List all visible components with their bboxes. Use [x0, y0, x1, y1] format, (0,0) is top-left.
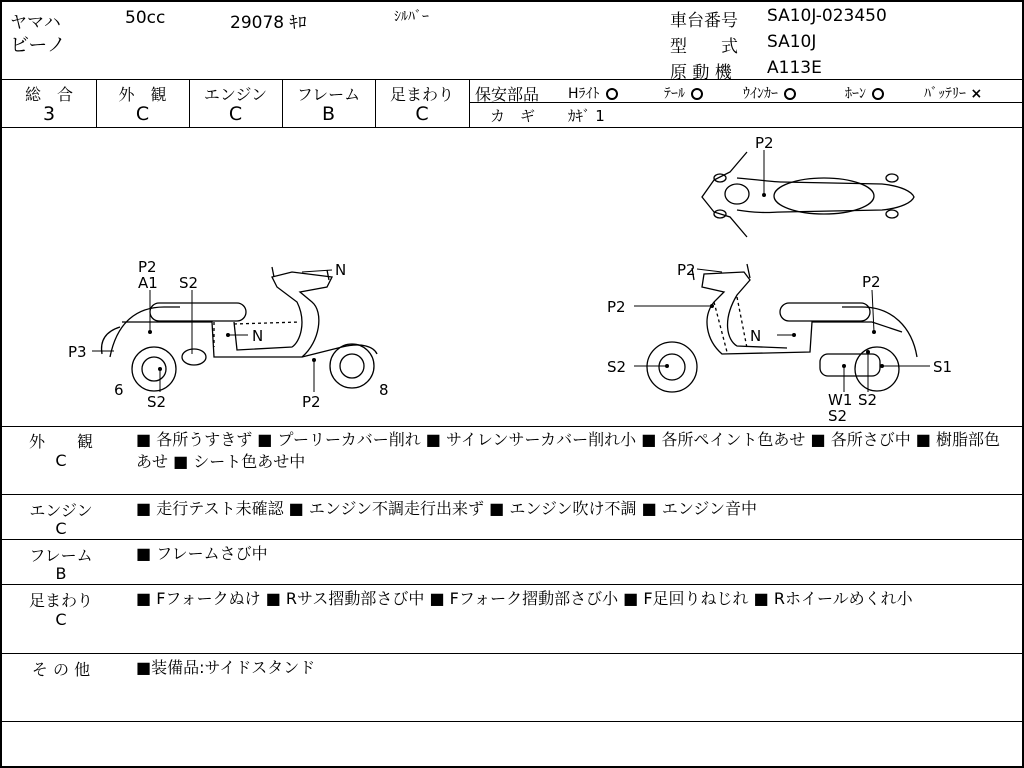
battery-cross-mark: ×: [970, 86, 983, 102]
diagram-label: P2: [755, 134, 774, 152]
section-other-text: ■装備品:サイドスタンド: [136, 658, 316, 677]
headlight-label: Hﾗｲﾄ: [568, 86, 600, 102]
frame-number-label: 車台番号: [670, 11, 738, 31]
divider: [2, 721, 1024, 722]
divider: [2, 653, 1024, 654]
diagram-label: S1: [933, 358, 953, 376]
engine-value: A113E: [767, 58, 822, 78]
color: ｼﾙﾊﾞｰ: [394, 9, 429, 25]
top-headlight-shape: [725, 184, 749, 204]
model-name: ビーノ: [10, 34, 66, 56]
front-hub-shape-r: [659, 354, 685, 380]
rear-wheel-shape: [132, 347, 176, 391]
cover-shape: [182, 349, 206, 365]
seat-shape-r: [780, 303, 870, 321]
diagram-label: S2: [858, 391, 878, 409]
ok-circle-icon: [691, 88, 703, 100]
diagram-label: W1: [828, 391, 853, 409]
divider: [2, 426, 1024, 427]
section-exterior-label: 外 観: [28, 432, 93, 451]
key-label: カ ギ: [490, 107, 536, 125]
section-exterior-grade: C: [55, 451, 67, 470]
section-other-label: そ の 他: [31, 660, 91, 679]
top-tail-shape: [886, 174, 898, 182]
safety-parts-label: 保安部品: [475, 85, 540, 104]
section-engine-label: エンジン: [29, 501, 93, 520]
seat-shape: [150, 303, 246, 321]
grade-overall-value: 3: [42, 103, 56, 125]
diagram-label: P2: [138, 258, 157, 276]
diagram-label: N: [750, 327, 762, 345]
grade-suspension-value: C: [415, 103, 429, 125]
diagram-label: S2: [147, 393, 167, 411]
displacement: 50cc: [125, 8, 166, 28]
diagram-label: S2: [828, 407, 848, 425]
headlight-item: [568, 83, 618, 103]
ok-circle-icon: [784, 88, 796, 100]
diagram-label: 8: [379, 381, 389, 399]
section-exterior-text: ■ 各所うすきず ■ プーリーカバー削れ ■ サイレンサーカバー削れ小 ■ 各所ペイント色あせ ■ 各所さび中 ■ 樹脂部色あせ ■ シート色あせ中: [136, 430, 1001, 471]
grade-suspension-label: 足まわり: [389, 85, 454, 104]
grade-exterior-label: 外 観: [118, 85, 167, 104]
section-suspension-text: ■ Fフォークぬけ ■ Rサス摺動部さび中 ■ Fフォーク摺動部さび小 ■ F足回りねじれ ■ Rホイールめくれ小: [136, 589, 913, 608]
section-frame-grade: B: [55, 564, 67, 583]
diagram-label: A1: [138, 274, 158, 292]
grade-exterior-value: C: [135, 103, 150, 125]
top-mirror-shape: [714, 174, 726, 182]
section-suspension-label: 足まわり: [28, 591, 93, 610]
top-tail-shape: [886, 210, 898, 218]
type-value: SA10J: [767, 32, 817, 52]
grade-frame-value: B: [321, 103, 336, 125]
diagram-label: N: [335, 261, 347, 279]
front-hub-shape: [340, 354, 364, 378]
rear-hub-shape: [142, 357, 166, 381]
section-engine-text: ■ 走行テスト未確認 ■ エンジン不調走行出来ず ■ エンジン吹け不調 ■ エンジン音中: [136, 499, 758, 518]
divider: [2, 79, 1024, 80]
ok-circle-icon: [606, 88, 618, 100]
front-wheel-shape: [330, 344, 374, 388]
grade-engine-label: エンジン: [203, 85, 268, 104]
section-frame-text: ■ フレームさび中: [136, 544, 268, 563]
grade-overall-label: 総 合: [24, 85, 73, 104]
divider: [2, 539, 1024, 540]
grade-engine-value: C: [228, 103, 243, 125]
diagram-label: P2: [677, 261, 696, 279]
maker: ヤマハ: [10, 13, 61, 33]
front-fork-shape: [302, 345, 377, 357]
battery-label: ﾊﾞｯﾃﾘｰ: [924, 86, 966, 102]
diagram-label: P2: [607, 298, 626, 316]
horn-item: [845, 83, 884, 103]
type-label: 型 式: [670, 37, 738, 57]
divider: [469, 79, 470, 127]
grade-frame-label: フレーム: [296, 85, 361, 104]
divider: [2, 494, 1024, 495]
diagram-label: P2: [302, 393, 321, 411]
winker-item: [743, 83, 796, 103]
diagram-label: N: [252, 327, 264, 345]
diagram-label: P2: [862, 273, 881, 291]
diagram-label: 6: [114, 381, 124, 399]
section-frame-label: フレーム: [29, 546, 93, 565]
battery-item: [924, 83, 982, 103]
ok-circle-icon: [872, 88, 884, 100]
diagram-label: S2: [179, 274, 199, 292]
divider: [2, 584, 1024, 585]
diagram-label: P3: [68, 343, 87, 361]
diagram-label: S2: [607, 358, 627, 376]
taillight-label: ﾃｰﾙ: [664, 86, 685, 102]
section-suspension-grade: C: [55, 610, 67, 629]
headlight-shape: [102, 327, 120, 354]
taillight-item: [664, 83, 703, 103]
damage-diagram: [2, 128, 1022, 426]
leg-shield-line-r: [714, 297, 747, 352]
section-engine-grade: C: [55, 519, 67, 538]
horn-label: ﾎｰﾝ: [845, 86, 866, 102]
winker-label: ｳｲﾝｶｰ: [743, 86, 778, 102]
front-wheel-shape-r: [647, 342, 697, 392]
frame-number: SA10J-023450: [767, 6, 887, 26]
key-value: ｶｷﾞ 1: [568, 107, 605, 125]
rear-fender-shape-r: [842, 307, 917, 357]
muffler-shape-r: [820, 354, 880, 376]
mileage: 29078 ｷﾛ: [230, 13, 307, 33]
engine-label: 原 動 機: [670, 63, 732, 83]
